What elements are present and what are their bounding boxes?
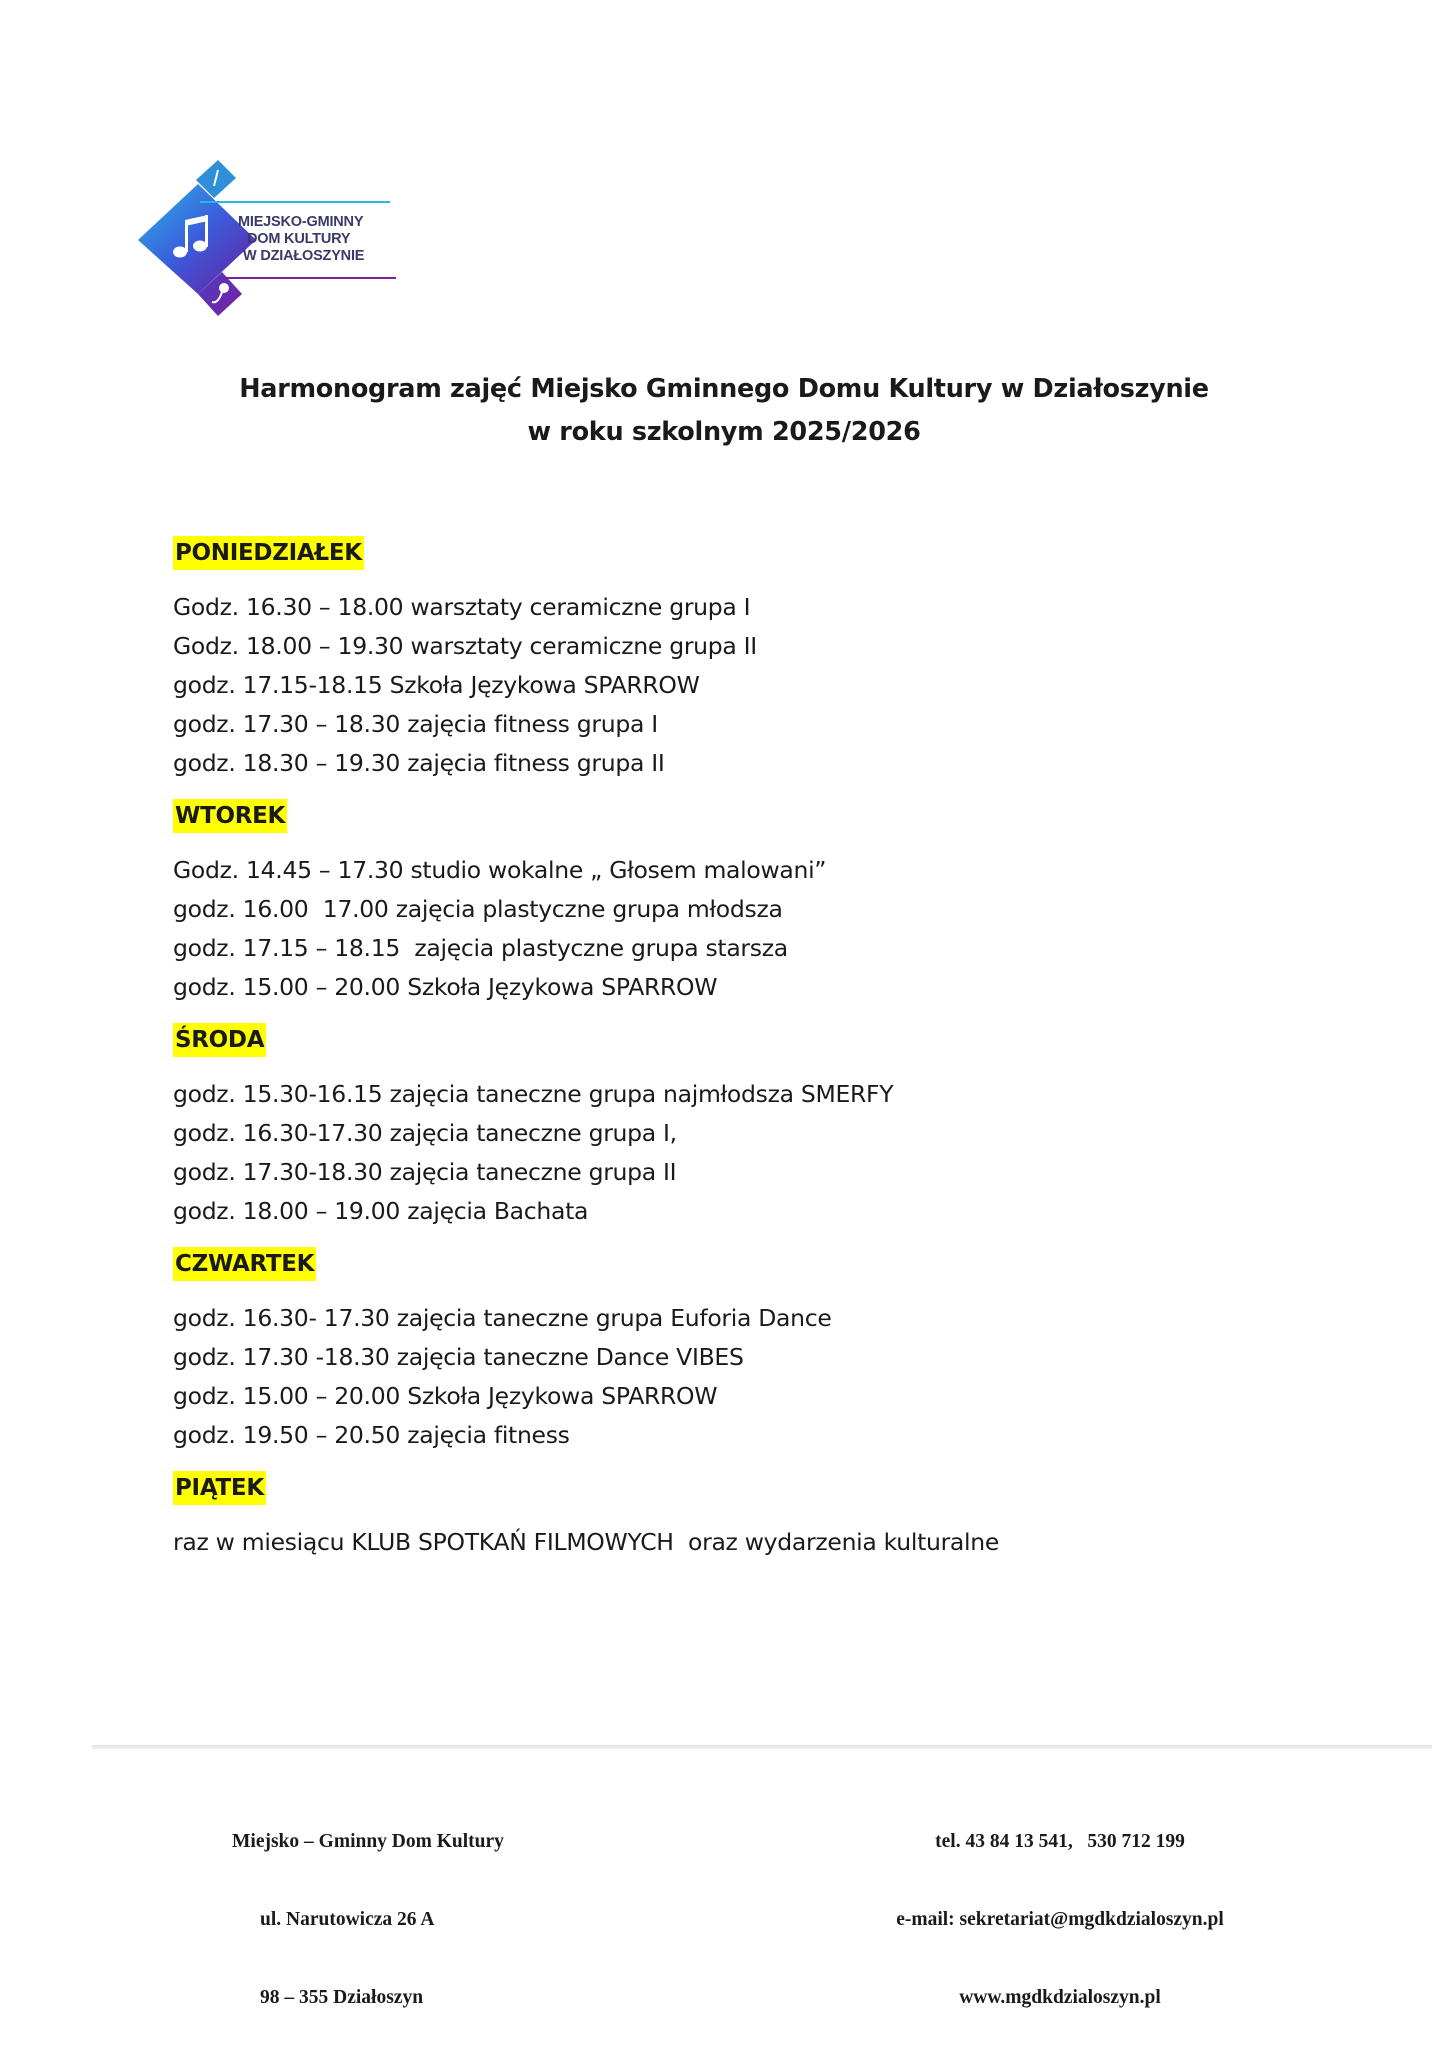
schedule-entry: Godz. 18.00 – 19.30 warsztaty ceramiczne grupa II xyxy=(173,632,757,660)
schedule-entry: godz. 16.00 17.00 zajęcia plastyczne grupa młodsza xyxy=(173,895,783,923)
logo xyxy=(138,160,398,325)
schedule-entry: godz. 18.00 – 19.00 zajęcia Bachata xyxy=(173,1197,589,1225)
footer-phone: tel. 43 84 13 541, 530 712 199 xyxy=(935,1831,1185,1852)
schedule xyxy=(173,536,1323,1578)
day-heading: PIĄTEK xyxy=(173,1471,266,1505)
footer-street: ul. Narutowicza 26 A xyxy=(260,1909,435,1930)
title-line1: Harmonogram zajęć Miejsko Gminnego Domu Kultury w Działoszynie xyxy=(239,374,1209,404)
schedule-entry: godz. 16.30-17.30 zajęcia taneczne grupa I, xyxy=(173,1119,677,1147)
schedule-entry: godz. 17.30 – 18.30 zajęcia fitness grupa I xyxy=(173,710,658,738)
schedule-entry: godz. 17.15 – 18.15 zajęcia plastyczne grupa starsza xyxy=(173,934,788,962)
schedule-entry: godz. 17.30-18.30 zajęcia taneczne grupa II xyxy=(173,1158,677,1186)
day-monday xyxy=(173,536,1323,783)
day-heading: WTOREK xyxy=(173,799,287,833)
schedule-entry: godz. 15.00 – 20.00 Szkoła Językowa SPARROW xyxy=(173,973,718,1001)
footer-city: 98 – 355 Działoszyn xyxy=(260,1987,424,2008)
day-wednesday xyxy=(173,1023,1323,1231)
logo-line3: W DZIAŁOSZYNIE xyxy=(243,248,365,264)
day-heading: CZWARTEK xyxy=(173,1247,316,1281)
schedule-entry: godz. 17.15-18.15 Szkoła Językowa SPARROW xyxy=(173,671,700,699)
page-title xyxy=(0,368,1448,454)
footer-email: e-mail: sekretariat@mgdkdzialoszyn.pl xyxy=(896,1909,1224,1930)
logo-line2: DOM KULTURY xyxy=(247,231,351,247)
schedule-entry: godz. 16.30- 17.30 zajęcia taneczne grupa Euforia Dance xyxy=(173,1304,832,1332)
schedule-entry: godz. 19.50 – 20.50 zajęcia fitness xyxy=(173,1421,570,1449)
day-thursday xyxy=(173,1247,1323,1455)
schedule-entry: godz. 15.00 – 20.00 Szkoła Językowa SPARROW xyxy=(173,1382,718,1410)
schedule-entry: godz. 15.30-16.15 zajęcia taneczne grupa najmłodsza SMERFY xyxy=(173,1080,894,1108)
day-heading: ŚRODA xyxy=(173,1023,266,1057)
logo-line1: MIEJSKO-GMINNY xyxy=(238,214,364,230)
footer-org-name: Miejsko – Gminny Dom Kultury xyxy=(232,1831,504,1852)
schedule-entry: Godz. 14.45 – 17.30 studio wokalne „ Głosem malowani” xyxy=(173,856,827,884)
title-line2: w roku szkolnym 2025/2026 xyxy=(527,417,921,447)
day-heading: PONIEDZIAŁEK xyxy=(173,536,364,570)
schedule-entry: godz. 18.30 – 19.30 zajęcia fitness grupa II xyxy=(173,749,665,777)
footer-website: www.mgdkdzialoszyn.pl xyxy=(959,1987,1161,2008)
day-friday xyxy=(173,1471,1323,1562)
day-tuesday xyxy=(173,799,1323,1007)
schedule-entry: raz w miesiącu KLUB SPOTKAŃ FILMOWYCH oraz wydarzenia kulturalne xyxy=(173,1528,1000,1556)
schedule-entry: Godz. 16.30 – 18.00 warsztaty ceramiczne grupa I xyxy=(173,593,751,621)
footer-contact xyxy=(870,1777,1250,2037)
footer-address xyxy=(232,1777,504,2037)
footer-divider xyxy=(92,1745,1432,1749)
schedule-entry: godz. 17.30 -18.30 zajęcia taneczne Dance VIBES xyxy=(173,1343,744,1371)
